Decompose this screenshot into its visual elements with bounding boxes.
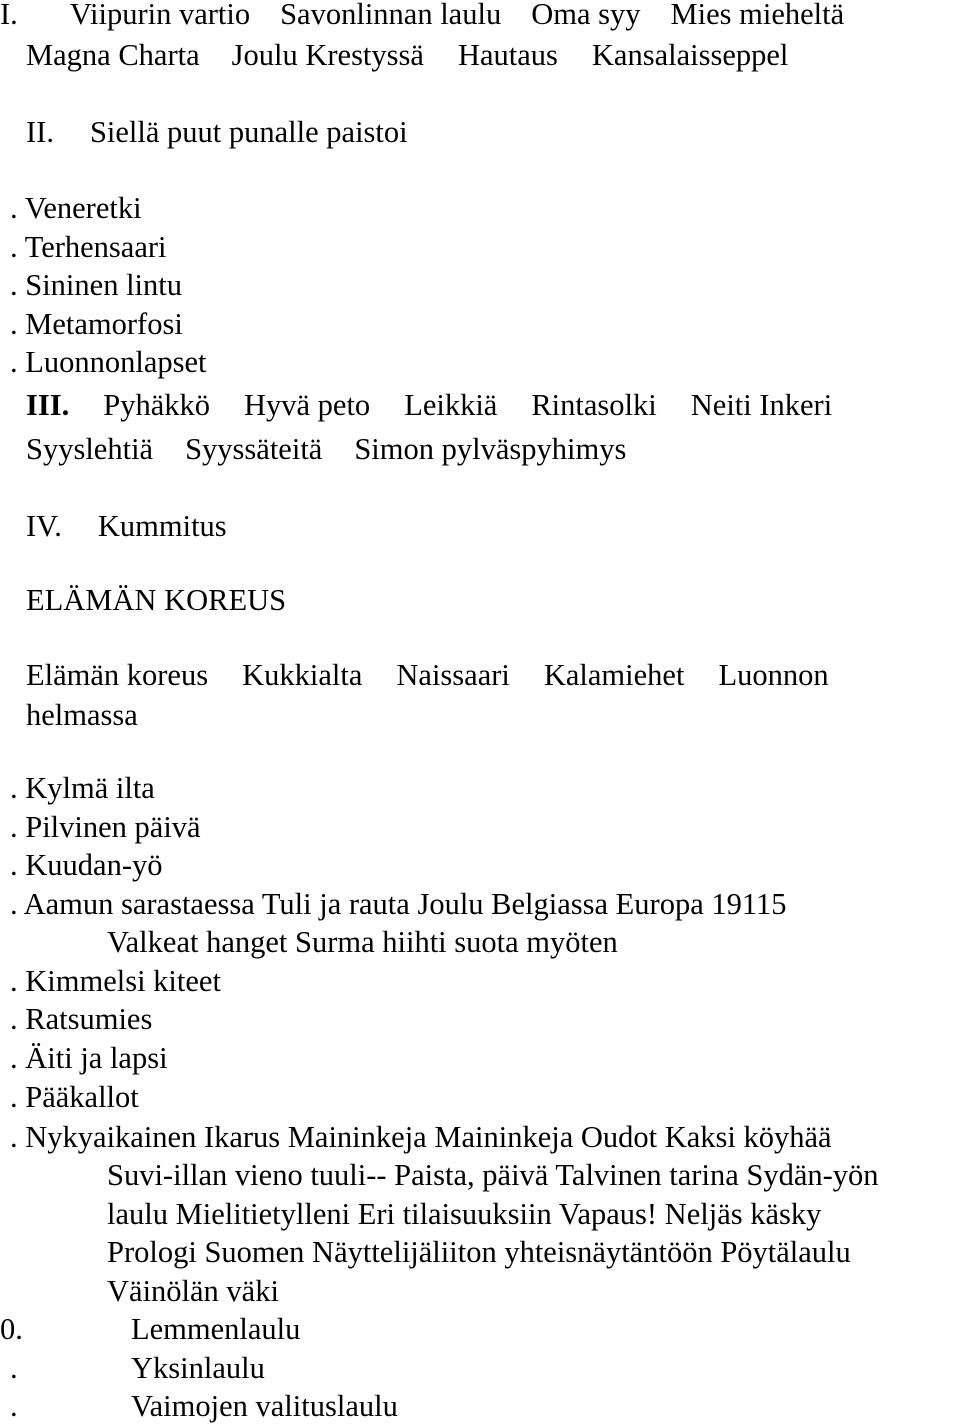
list-item: . Kylmä ilta	[10, 771, 155, 805]
numbered-item	[10, 1349, 265, 1387]
title-item: Hautaus	[457, 38, 558, 72]
section-3-row-1	[26, 386, 832, 424]
title-item: Kansalaisseppel	[591, 38, 789, 72]
koreus-row-1	[26, 656, 829, 694]
title-item: Joulu Krestyssä	[231, 38, 424, 72]
list-item: . Pääkallot	[10, 1080, 139, 1114]
section-title: Kummitus	[97, 509, 227, 543]
title-item: Syyssäteitä	[185, 432, 323, 466]
item-text: Lemmenlaulu	[131, 1312, 301, 1346]
numbered-item	[0, 1310, 300, 1348]
item-number: 0.	[0, 1312, 23, 1346]
title-item: Elämän koreus	[26, 658, 209, 692]
list-item: . Ratsumies	[10, 1002, 153, 1036]
item-number: .	[10, 1351, 18, 1385]
list-item: . Äiti ja lapsi	[10, 1041, 168, 1075]
title-item: Neiti Inkeri	[690, 388, 833, 422]
title-item: Simon pylväspyhimys	[354, 432, 627, 466]
title-item: Viipurin vartio	[69, 0, 251, 31]
list-item: . Luonnonlapset	[10, 345, 207, 379]
roman-numeral: III.	[26, 388, 70, 422]
section-title: Siellä puut punalle paistoi	[89, 115, 408, 149]
list-item: . Terhensaari	[10, 230, 167, 264]
roman-numeral: I.	[0, 0, 18, 31]
title-item: Leikkiä	[404, 388, 498, 422]
roman-numeral: IV.	[26, 509, 62, 543]
item-text: Yksinlaulu	[131, 1351, 265, 1385]
list-item: . Sininen lintu	[10, 268, 182, 302]
list-item-continuation: Valkeat hanget Surma hiihti suota myöten	[107, 925, 618, 959]
list-item: . Kimmelsi kiteet	[10, 964, 221, 998]
item-number: .	[10, 1389, 18, 1423]
section-2-heading	[26, 113, 408, 151]
list-item: . Veneretki	[10, 191, 142, 225]
collection-heading: ELÄMÄN KOREUS	[26, 583, 287, 617]
title-item: Rintasolki	[531, 388, 657, 422]
list-item: . Nykyaikainen Ikarus Maininkeja Maininkeja Oudot Kaksi köyhää	[10, 1120, 832, 1154]
list-item: . Kuudan-yö	[10, 848, 163, 882]
title-item: Pyhäkkö	[103, 388, 210, 422]
title-item: Naissaari	[396, 658, 510, 692]
list-item-continuation: Suvi-illan vieno tuuli-- Paista, päivä Talvinen tarina Sydän-yön	[107, 1158, 879, 1192]
section-3-row-2	[26, 430, 626, 468]
list-item: . Aamun sarastaessa Tuli ja rauta Joulu Belgiassa Europa 19115	[10, 887, 787, 921]
list-item-continuation: Väinölän väki	[107, 1274, 279, 1308]
title-item: Luonnon	[718, 658, 829, 692]
section-1-row-2	[26, 36, 788, 74]
title-item: Kukkialta	[242, 658, 363, 692]
title-item: Hyvä peto	[243, 388, 371, 422]
item-text: Vaimojen valituslaulu	[131, 1389, 398, 1423]
list-item: . Pilvinen päivä	[10, 810, 201, 844]
title-item: Mies mieheltä	[670, 0, 845, 31]
section-1-row-1	[0, 0, 844, 33]
numbered-item	[10, 1387, 398, 1425]
title-item: Kalamiehet	[543, 658, 685, 692]
koreus-row-2: helmassa	[26, 698, 138, 732]
list-item-continuation: laulu Mielitietylleni Eri tilaisuuksiin Vapaus! Neljäs käsky	[107, 1197, 822, 1231]
title-item: Magna Charta	[26, 38, 200, 72]
title-item: Syyslehtiä	[26, 432, 154, 466]
list-item: . Metamorfosi	[10, 307, 183, 341]
title-item: Oma syy	[531, 0, 641, 31]
list-item-continuation: Prologi Suomen Näyttelijäliiton yhteisnäytäntöön Pöytälaulu	[107, 1235, 851, 1269]
title-item: Savonlinnan laulu	[280, 0, 502, 31]
roman-numeral: II.	[26, 115, 54, 149]
section-4-heading	[26, 507, 227, 545]
